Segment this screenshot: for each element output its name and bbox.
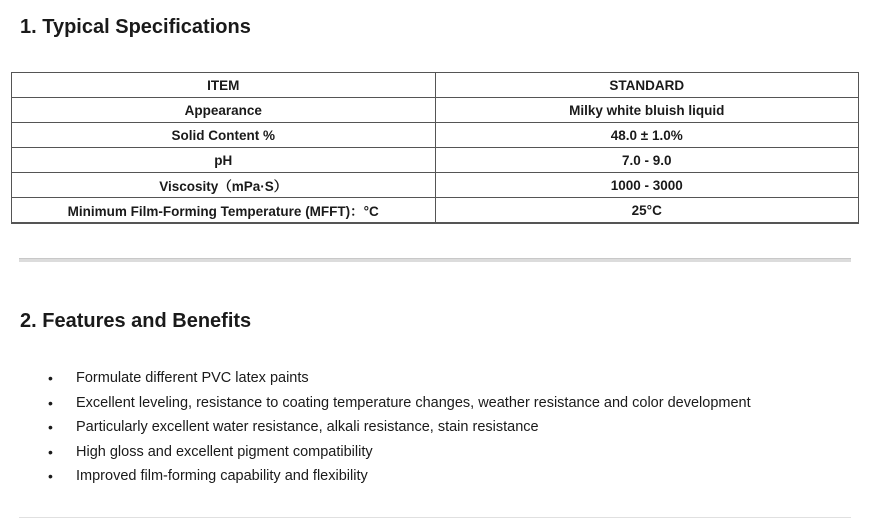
bullet-icon: •: [48, 394, 53, 411]
row-item: Solid Content %: [12, 123, 436, 148]
list-item: [0, 466, 751, 491]
row-standard: 25°C: [435, 198, 859, 224]
bullet-icon: •: [48, 468, 53, 484]
row-standard: Milky white bluish liquid: [435, 98, 859, 123]
bullet-icon: •: [48, 443, 53, 460]
bullet-icon: •: [48, 370, 53, 386]
row-standard: 1000 - 3000: [435, 173, 859, 198]
table-row: [12, 198, 859, 224]
row-standard: 48.0 ± 1.0%: [435, 123, 859, 148]
table-row: [12, 123, 859, 148]
header-standard: STANDARD: [435, 73, 859, 98]
row-standard: 7.0 - 9.0: [435, 148, 859, 173]
bullet-icon: •: [48, 419, 53, 435]
list-item: [0, 442, 751, 467]
list-item: [0, 417, 751, 442]
table-row: [12, 148, 859, 173]
specs-heading: 1. Typical Specifications: [20, 16, 251, 38]
section-divider: [19, 258, 851, 262]
list-item: [0, 368, 751, 393]
row-item: Appearance: [12, 98, 436, 123]
list-item-text: Improved film-forming capability and flexibility: [76, 468, 368, 484]
list-item: [0, 393, 751, 418]
list-item-text: High gloss and excellent pigment compatibility: [76, 443, 373, 460]
list-item-text: Particularly excellent water resistance, alkali resistance, stain resistance: [76, 419, 539, 435]
row-item: pH: [12, 148, 436, 173]
row-item: Viscosity（mPa·S）: [12, 173, 436, 198]
list-item-text: Excellent leveling, resistance to coating temperature changes, weather resistance and color development: [76, 394, 751, 411]
header-item: ITEM: [12, 73, 436, 98]
features-list: [0, 368, 751, 491]
spec-table: [11, 72, 859, 224]
list-item-text: Formulate different PVC latex paints: [76, 370, 309, 386]
table-row: [12, 98, 859, 123]
table-header-row: [12, 73, 859, 98]
row-item: Minimum Film-Forming Temperature (MFFT)：°C: [12, 198, 436, 224]
table-row: [12, 173, 859, 198]
features-heading: 2. Features and Benefits: [20, 310, 252, 332]
bottom-divider: [19, 517, 851, 518]
